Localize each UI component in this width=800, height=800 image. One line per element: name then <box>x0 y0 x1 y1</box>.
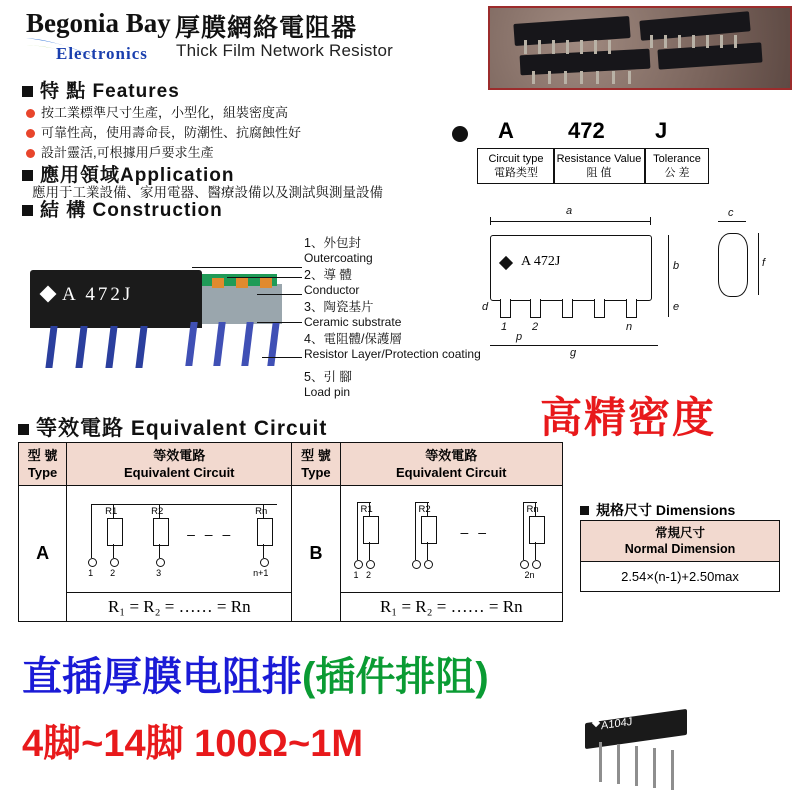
highlight-text: 高精密度 <box>540 394 717 441</box>
construction-item-1: 1、外包封 Outercoating <box>304 236 373 265</box>
dim-label-p: p <box>516 331 523 343</box>
bullet-square-icon <box>22 205 33 216</box>
dim-label-g: g <box>570 347 577 359</box>
brand-sublabel: Electronics <box>56 44 148 63</box>
part-code-resistance: 472 <box>568 118 605 143</box>
bullet-dot-icon <box>26 129 35 138</box>
page-title-cn: 厚膜網絡電阻器 <box>175 14 358 42</box>
outline-body <box>490 235 652 301</box>
table-header-row <box>581 521 780 562</box>
table-row <box>581 562 780 592</box>
table-row <box>19 486 563 593</box>
dimensions-heading: 規格尺寸 Dimensions <box>580 500 735 520</box>
diamond-mark-icon <box>499 256 513 270</box>
dim-label-a: a <box>566 205 573 217</box>
construction-body <box>30 270 202 328</box>
chip-marking: A104J <box>601 715 633 733</box>
construction-item-4: 4、電阻體/保護層 Resistor Layer/Protection coating <box>304 332 481 361</box>
dim-label-1: 1 <box>501 321 508 333</box>
banner-line-2: 4脚~14脚 100Ω~1M <box>22 723 363 765</box>
dimensions-value: 2.54×(n-1)+2.50max <box>581 562 780 592</box>
feature-item-3: 設計靈活,可根據用戶要求生產 <box>26 142 214 161</box>
bullet-square-icon <box>22 86 33 97</box>
construction-heading: 結 構 Construction <box>22 195 223 222</box>
part-number-bullet-icon <box>452 126 468 142</box>
outline-side-view <box>718 233 748 297</box>
header-type-b: 型 號 Type <box>292 443 340 486</box>
part-code-circuit-type: A <box>498 118 514 143</box>
dimensions-table <box>580 520 780 592</box>
equivalent-circuit-heading: 等效電路 Equivalent Circuit <box>18 412 327 442</box>
features-heading: 特 點 Features <box>22 76 180 103</box>
dim-label-e: e <box>673 301 680 313</box>
bullet-dot-icon <box>26 109 35 118</box>
header-circuit-a: 等效電路 Equivalent Circuit <box>67 443 292 486</box>
dim-label-d: d <box>482 301 489 313</box>
feature-item-2: 可靠性高，使用壽命長，防潮性、抗腐蝕性好 <box>26 122 301 141</box>
row-type-b: B <box>292 486 340 622</box>
banner-line-1: 直插厚膜电阻排(插件排阻) <box>22 655 489 699</box>
outline-dimension-drawing <box>470 205 790 390</box>
construction-body-marking: A 472J <box>62 284 134 305</box>
page-title-en: Thick Film Network Resistor <box>176 41 393 60</box>
part-box-resistance: Resistance Value 阻 值 <box>553 148 645 184</box>
outline-body-marking: A 472J <box>521 254 561 269</box>
bullet-dot-icon <box>26 149 35 158</box>
dim-label-n: n <box>626 321 633 333</box>
table-header-row <box>19 443 563 486</box>
feature-item-1: 按工業標準尺寸生產，小型化，組裝密度高 <box>26 102 288 121</box>
part-box-tolerance: Tolerance 公 差 <box>645 148 709 184</box>
dim-label-b: b <box>673 260 680 272</box>
part-code-tolerance: J <box>655 118 668 143</box>
bullet-square-icon <box>580 506 589 515</box>
row-type-a: A <box>19 486 67 622</box>
table-row <box>19 593 563 622</box>
construction-item-2: 2、導 體 Conductor <box>304 268 360 297</box>
formula-a: R₁ = R₂ = …… = Rn <box>67 593 292 622</box>
dim-label-c: c <box>728 207 734 219</box>
bullet-square-icon <box>18 424 29 435</box>
banner-chip-photo <box>585 712 695 792</box>
brand-name: Begonia Bay <box>26 8 171 38</box>
part-box-circuit-type: Circuit type 電路类型 <box>477 148 555 184</box>
construction-item-5: 5、引 腳 Load pin <box>304 370 352 399</box>
application-text: 應用于工業設備、家用電器、醫療設備以及測試與測量設備 <box>32 185 383 200</box>
header-type-a: 型 號 Type <box>19 443 67 486</box>
circuit-diagram-b: – – R1 R2 Rn 1 2 2n <box>340 486 562 593</box>
dimensions-col-header: 常規尺寸 Normal Dimension <box>581 521 780 562</box>
dim-label-2: 2 <box>532 321 539 333</box>
equivalent-circuit-table <box>18 442 563 622</box>
dim-label-f: f <box>762 257 766 269</box>
diamond-mark-icon <box>40 286 57 303</box>
product-photo <box>488 6 792 90</box>
construction-diagram <box>12 222 482 402</box>
application-heading: 應用領域Application <box>22 160 234 187</box>
bullet-square-icon <box>22 170 33 181</box>
formula-b: R₁ = R₂ = …… = Rn <box>340 593 562 622</box>
header-circuit-b: 等效電路 Equivalent Circuit <box>340 443 562 486</box>
construction-item-3: 3、陶瓷基片 Ceramic substrate <box>304 300 402 329</box>
circuit-diagram-a: – – – R1 R2 Rn 1 2 3 n+1 <box>67 486 292 593</box>
